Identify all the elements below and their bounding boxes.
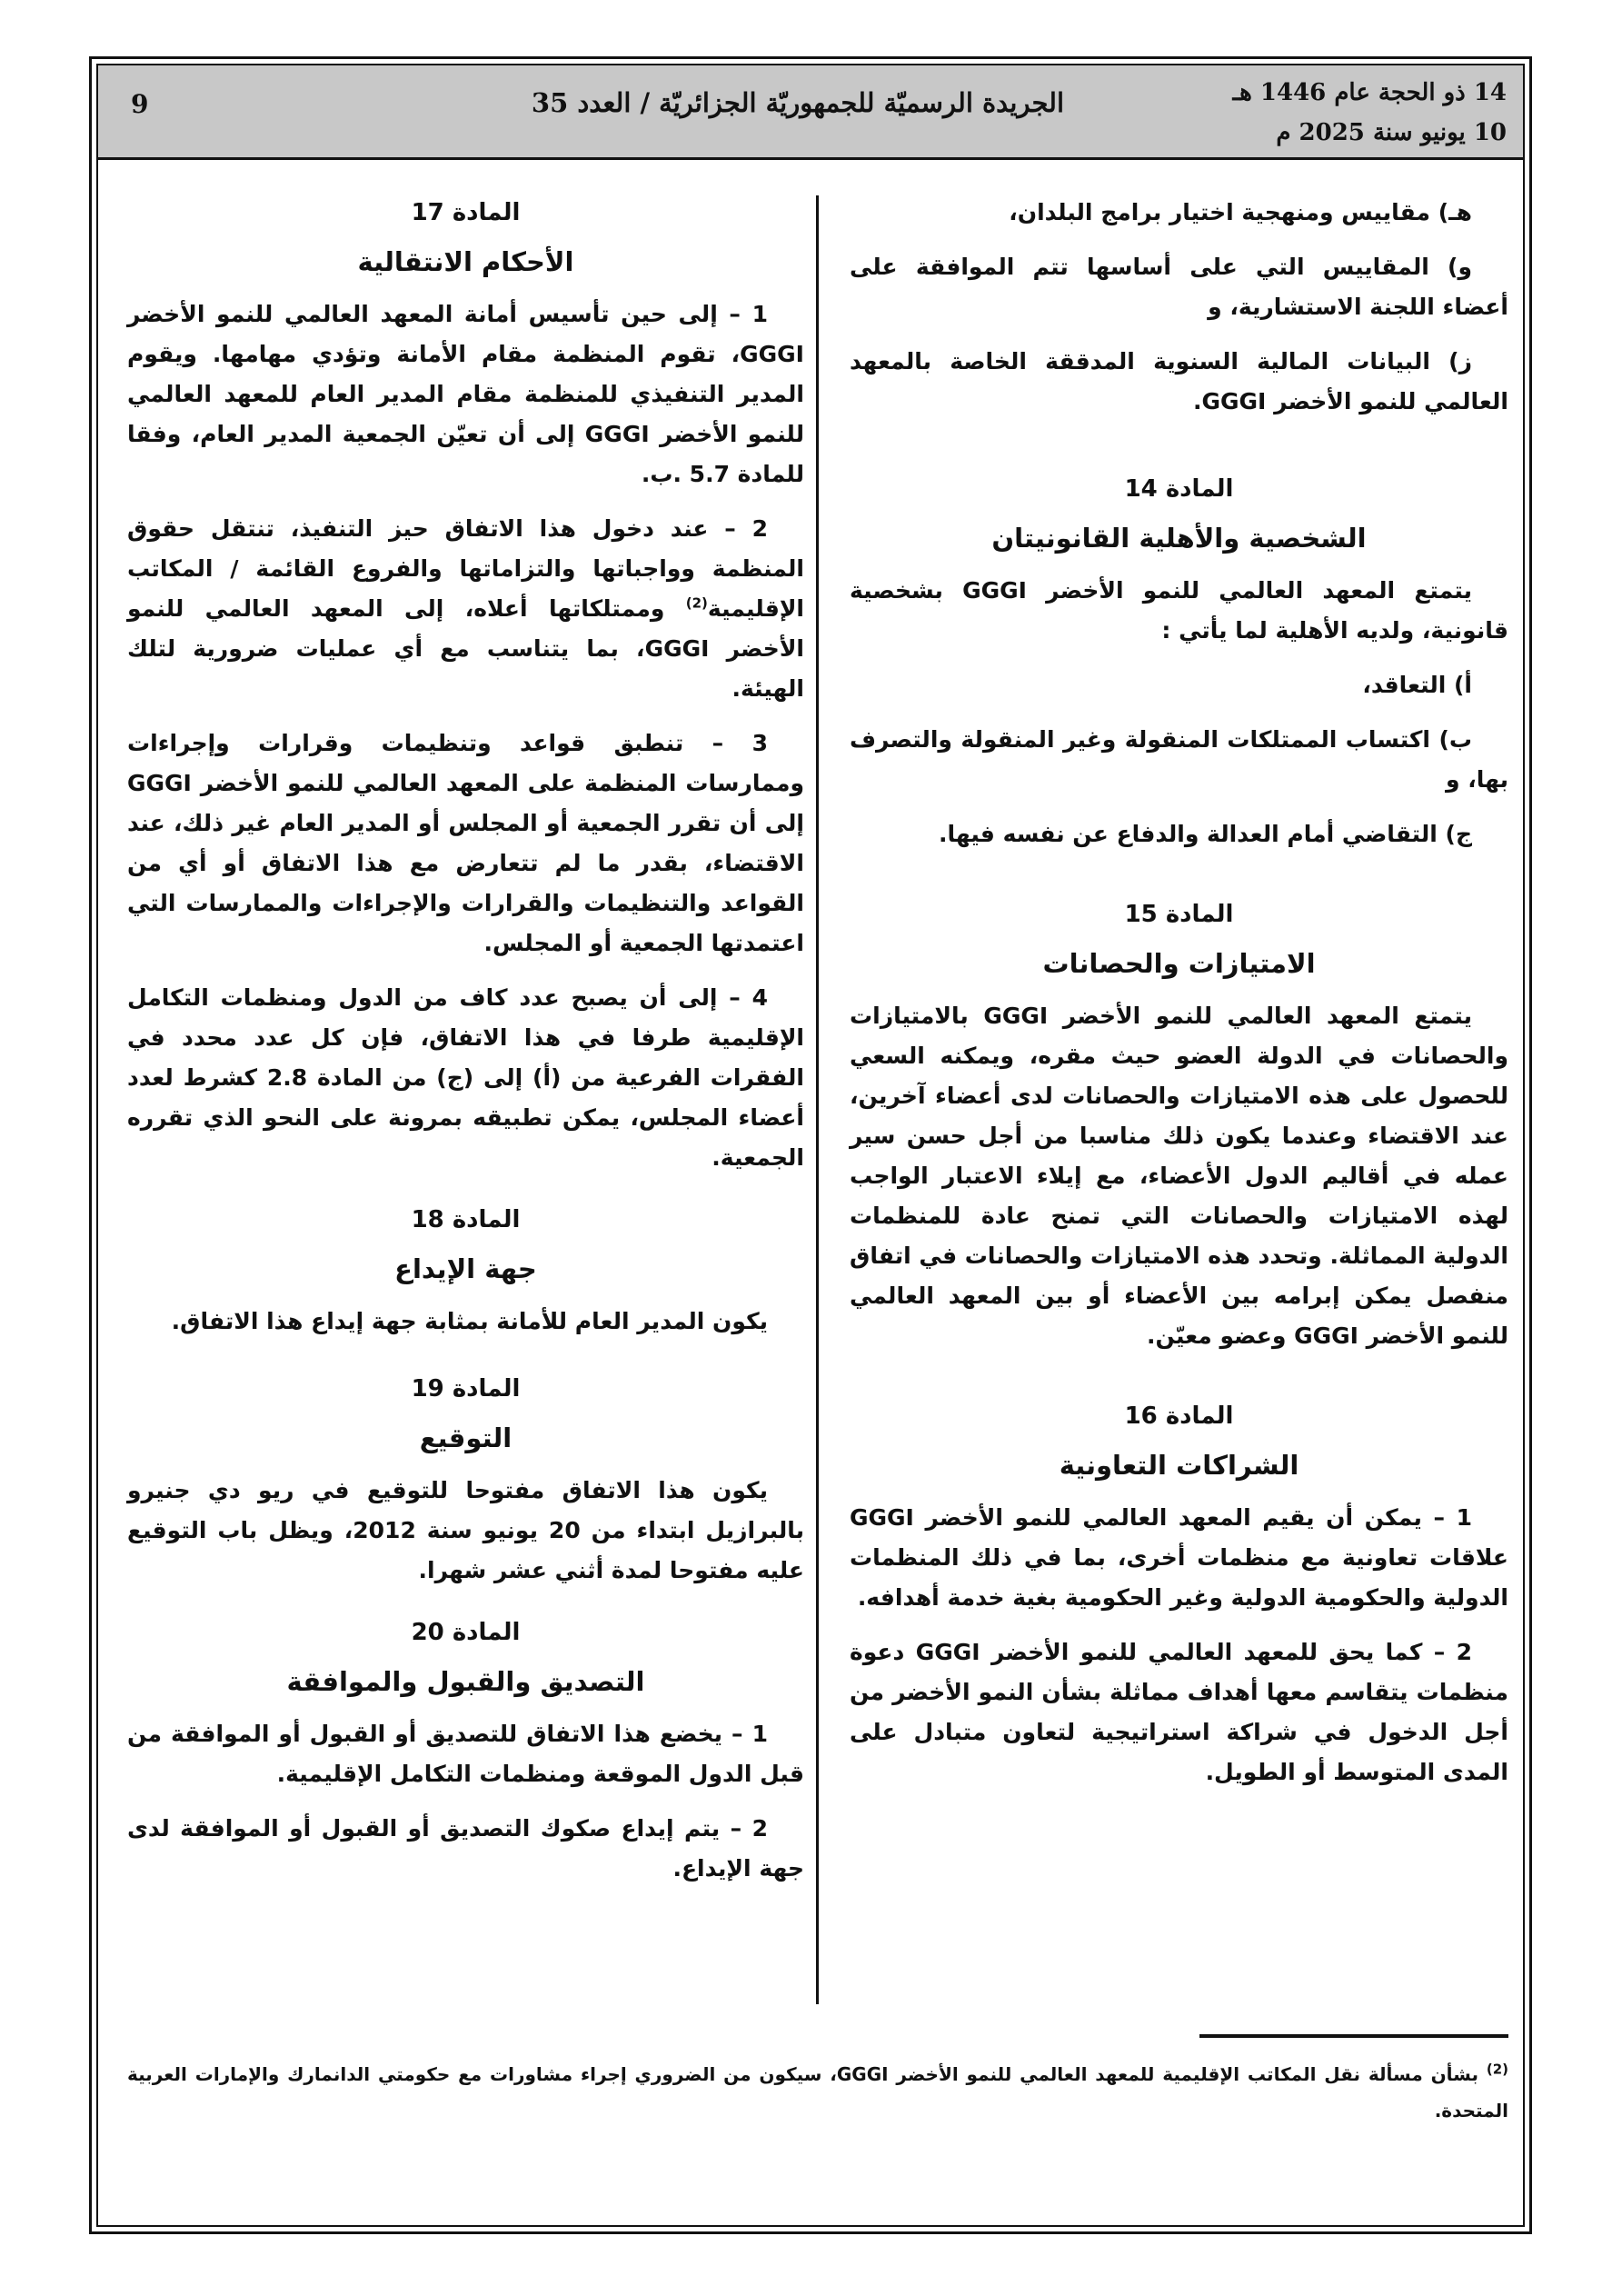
footnote-text: بشأن مسألة نقل المكاتب الإقليمية للمعهد العالمي للنمو الأخضر GGGI، سيكون من الضروري إجراء مشاورات مع حكومتي الدانمارك والإمارات العربية المتحدة. [127,2063,1508,2121]
article-14-intro: يتمتع المعهد العالمي للنمو الأخضر GGGI بشخصية قانونية، ولديه الأهلية لما يأتي : [850,577,1508,644]
item-h: هـ) مقاييس ومنهجية اختيار برامج البلدان، [1009,199,1472,225]
gregorian-date: 10 يونيو سنة 2025 م [1276,119,1507,146]
item-w: و) المقاييس التي على أساسها تتم الموافقة على أعضاء اللجنة الاستشارية، و [850,254,1508,320]
gazette-header [98,65,1523,160]
article-20-paragraph-1: 1 – يخضع هذا الاتفاق للتصديق أو القبول أو الموافقة من قبل الدول الموقعة ومنظمات التكامل الإقليمية. [127,1721,804,1787]
item-z: ز) البيانات المالية السنوية المدققة الخاصة بالمعهد العالمي للنمو الأخضر GGGI. [850,348,1508,414]
article-16-paragraph-2: 2 – كما يحق للمعهد العالمي للنمو الأخضر GGGI دعوة منظمات يتقاسم معها أهداف مماثلة بشأن النمو الأخضر من أجل الدخول في شراكة استراتيجية لتعاون متبادل على المدى المتوسط أو الطويل. [850,1639,1508,1785]
article-14-number: المادة 14 [1124,475,1234,503]
column-divider [816,195,819,2004]
article-17-paragraph-3: 3 – تنطبق قواعد وتنظيمات وقرارات وإجراءات وممارسات المنظمة على المعهد العالمي للنمو الأخضر GGGI إلى أن تقرر الجمعية أو المجلس أو المدير العام غير ذلك، عند الاقتضاء، بقدر ما لم تتعارض مع هذا الاتفاق أو أي من القواعد والتنظيمات والقرارات والإجراءات والممارسات التي اعتمدتها الجمعية أو المجلس. [127,730,804,956]
article-20-title: التصديق والقبول والموافقة [286,1666,645,1697]
footnote-ref[interactable]: (2) [685,594,708,612]
article-14-item-a: أ) التعاقد، [1362,672,1472,698]
article-16-title: الشراكات التعاونية [1059,1450,1299,1481]
article-14-item-c: ج) التقاضي أمام العدالة والدفاع عن نفسه فيها. [938,821,1472,847]
article-18-text: يكون المدير العام للأمانة بمثابة جهة إيداع هذا الاتفاق. [171,1308,768,1334]
gazette-title: الجريدة الرسميّة للجمهوريّة الجزائريّة / العدد 35 [531,87,1065,118]
footnote [127,2056,1508,2129]
article-17-paragraph-2 [127,509,804,709]
article-20-number: المادة 20 [411,1619,521,1646]
article-19-title: التوقيع [419,1423,512,1453]
article-14-title: الشخصية والأهلية القانونيتان [991,523,1367,554]
paragraph-2-end: وممتلكاتها أعلاه، إلى المعهد العالمي للنمو الأخضر GGGI، بما يتناسب مع أي عمليات ضرورية لتلك الهيئة. [127,595,804,702]
article-17-number: المادة 17 [411,199,521,226]
page-number: 9 [131,89,149,119]
article-17-paragraph-1: 1 – إلى حين تأسيس أمانة المعهد العالمي للنمو الأخضر GGGI، تقوم المنظمة مقام الأمانة وتؤدي مهامها. ويقوم المدير التنفيذي للمنظمة مقام المدير العام للمعهد العالمي للنمو الأخضر GGGI إلى أن تعيّن الجمعية المدير العام، وفقا للمادة 5.7 .ب. [127,301,805,487]
article-15-title: الامتيازات والحصانات [1042,948,1316,979]
footnote-separator [1199,2034,1508,2038]
article-16-number: المادة 16 [1124,1403,1234,1430]
article-15-text: يتمتع المعهد العالمي للنمو الأخضر GGGI بالامتيازات والحصانات في الدولة العضو حيث مقره، ويمكنه السعي للحصول على هذه الامتيازات والحصانات لدى أعضاء آخرين، عند الاقتضاء وعندما يكون ذلك مناسبا من أجل حسن سير عمله في أقاليم الدول الأعضاء، مع إيلاء الاعتبار الواجب لهذه الامتيازات والحصانات التي تمنح عادة للمنظمات الدولية المماثلة. وتحدد هذه الامتيازات والحصانات في اتفاق منفصل يمكن إبرامه بين الأعضاء أو بين المعهد العالمي للنمو الأخضر GGGI وعضو معيّن. [850,1003,1508,1349]
header-dates [1233,73,1507,153]
hijri-date: 14 ذو الحجة عام 1446 هـ [1232,79,1507,106]
article-18-number: المادة 18 [411,1206,521,1233]
footnote-marker: (2) [1486,2061,1508,2078]
article-19-number: المادة 19 [411,1375,521,1403]
article-19-text: يكون هذا الاتفاق مفتوحا للتوقيع في ريو دي جنيرو بالبرازيل ابتداء من 20 يونيو سنة 2012، ويظل باب التوقيع عليه مفتوحا لمدة أثني عشر شهرا. [127,1477,805,1583]
left-column [127,193,804,1903]
right-column [850,193,1508,1807]
article-18-title: جهة الإيداع [394,1253,537,1284]
paragraph-2-start: 2 – عند دخول هذا الاتفاق حيز التنفيذ، تنتقل حقوق المنظمة وواجباتها والتزاماتها والفروع القائمة / المكاتب الإقليمية [127,515,804,622]
article-17-title: الأحكام الانتقالية [357,246,574,277]
article-17-paragraph-4: 4 – إلى أن يصبح عدد كاف من الدول ومنظمات التكامل الإقليمية طرفا في هذا الاتفاق، فإن كل عدد محدد في الفقرات الفرعية من (أ) إلى (ج) من المادة 2.8 كشرط لعدد أعضاء المجلس، يمكن تطبيقه بمرونة على النحو الذي تقرره الجمعية. [127,984,804,1171]
article-14-item-b: ب) اكتساب الممتلكات المنقولة وغير المنقولة والتصرف بها، و [850,726,1508,793]
article-16-paragraph-1: 1 – يمكن أن يقيم المعهد العالمي للنمو الأخضر GGGI علاقات تعاونية مع منظمات أخرى، بما في ذلك المنظمات الدولية والحكومية الدولية وغير الحكومية بغية خدمة أهدافه. [850,1504,1508,1611]
article-20-paragraph-2: 2 – يتم إيداع صكوك التصديق أو القبول أو الموافقة لدى جهة الإيداع. [127,1815,804,1882]
article-15-number: المادة 15 [1124,901,1234,928]
